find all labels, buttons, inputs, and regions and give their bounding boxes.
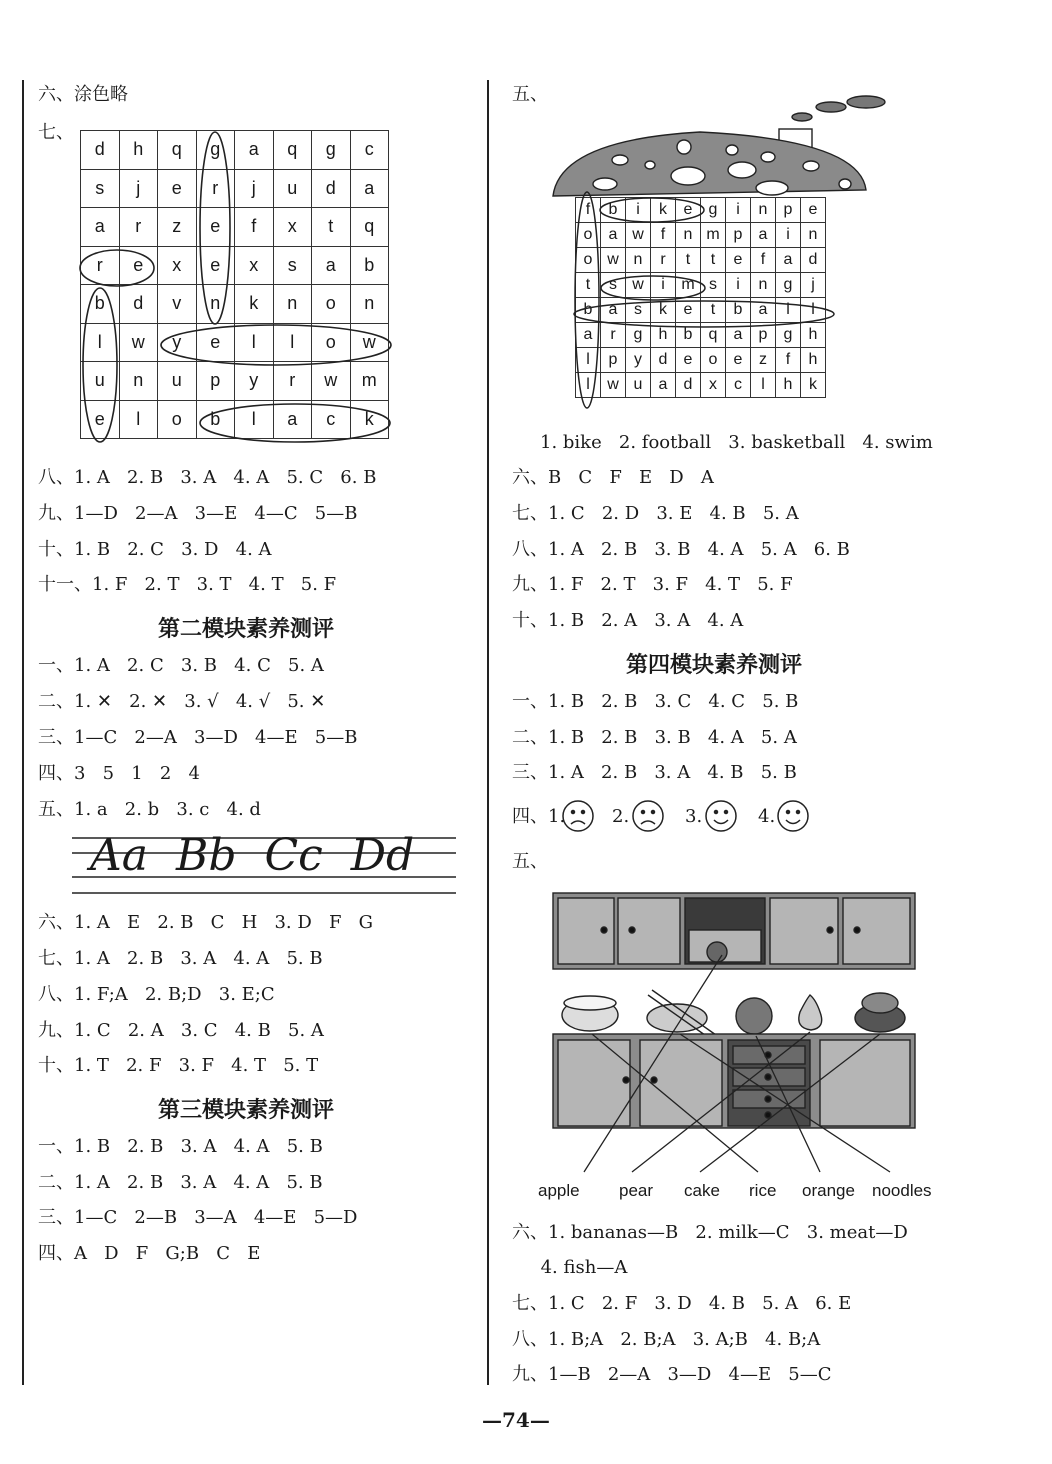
grid2-cell: e: [676, 298, 701, 323]
grid2-cell: t: [576, 273, 601, 298]
grid1-cell: a: [350, 169, 389, 208]
grid1-cell: d: [119, 285, 158, 324]
grid2-cell: m: [701, 223, 726, 248]
grid1-cell: x: [158, 246, 197, 285]
grid1-cell: l: [235, 400, 274, 439]
grid1-cell: r: [119, 208, 158, 247]
grid1-row: [81, 169, 389, 208]
orange-fruit: [736, 998, 772, 1034]
grid2-cell: l: [751, 373, 776, 398]
grid2-cell: z: [751, 348, 776, 373]
right-answer-line: 三、1. A 2. B 3. A 4. B 5. B: [512, 762, 797, 783]
left-answer-line: 九、1—D 2—A 3—E 4—C 5—B: [38, 503, 358, 524]
grid2-row: [576, 348, 826, 373]
right-answer-line: 七、1. C 2. D 3. E 4. B 5. A: [512, 503, 799, 524]
food-label: orange: [802, 1181, 855, 1200]
right-q5-label: 五、: [512, 84, 548, 105]
grid1-cell: y: [235, 362, 274, 401]
grid2-cell: a: [576, 323, 601, 348]
grid1-cell: f: [235, 208, 274, 247]
grid2-cell: f: [576, 198, 601, 223]
grid1-cell: e: [196, 323, 235, 362]
grid1-cell: n: [273, 285, 312, 324]
grid2-cell: n: [676, 223, 701, 248]
grid2-cell: g: [776, 323, 801, 348]
grid2-cell: h: [776, 373, 801, 398]
smoke-puff: [816, 102, 846, 112]
grid2-cell: d: [651, 348, 676, 373]
grid1-cell: s: [81, 169, 120, 208]
grid2-cell: h: [801, 348, 826, 373]
grid2-cell: b: [601, 198, 626, 223]
left-answer-line: 一、1. B 2. B 3. A 4. A 5. B: [38, 1136, 323, 1157]
grid2-cell: a: [776, 248, 801, 273]
grid2-cell: o: [576, 223, 601, 248]
left-answer-line: 九、1. C 2. A 3. C 4. B 5. A: [38, 1020, 324, 1041]
smoke-puff: [847, 96, 885, 108]
grid2-row: [576, 273, 826, 298]
grid1-row: [81, 400, 389, 439]
handwriting-letters: Aa Bb Cc Dd: [90, 830, 415, 881]
word-search-grid-2: [575, 197, 826, 398]
grid2-cell: i: [651, 273, 676, 298]
left-answer-line: 十、1. T 2. F 3. F 4. T 5. T: [38, 1055, 319, 1076]
grid2-cell: k: [651, 298, 676, 323]
grid2-cell: u: [626, 373, 651, 398]
grid1-cell: a: [312, 246, 351, 285]
grid2-cell: f: [651, 223, 676, 248]
grid1-cell: q: [158, 131, 197, 170]
grid2-cell: s: [626, 298, 651, 323]
grid1-cell: l: [273, 323, 312, 362]
grid1-cell: e: [196, 208, 235, 247]
grid1-cell: u: [81, 362, 120, 401]
grid1-cell: n: [196, 285, 235, 324]
right-answer-line: 十、1. B 2. A 3. A 4. A: [512, 610, 744, 631]
grid2-cell: l: [576, 348, 601, 373]
right-answer-line: 七、1. C 2. F 3. D 4. B 5. A 6. E: [512, 1293, 852, 1314]
grid1-cell: n: [119, 362, 158, 401]
left-answer-line: 十、1. B 2. C 3. D 4. A: [38, 539, 272, 560]
grid1-cell: l: [119, 400, 158, 439]
grid1-cell: b: [81, 285, 120, 324]
left-answer-line: 八、1. A 2. B 3. A 4. A 5. C 6. B: [38, 467, 377, 488]
grid2-cell: s: [601, 273, 626, 298]
food-label: noodles: [872, 1181, 932, 1200]
grid1-row: [81, 362, 389, 401]
grid2-cell: o: [576, 248, 601, 273]
grid1-cell: g: [196, 131, 235, 170]
grid1-cell: p: [196, 362, 235, 401]
grid1-cell: e: [119, 246, 158, 285]
roof: [553, 132, 866, 196]
left-answer-line: 四、A D F G;B C E: [38, 1243, 261, 1264]
pear-fruit: [799, 995, 822, 1030]
match-line: [584, 955, 722, 1172]
grid2-cell: d: [676, 373, 701, 398]
lower-cabinet: [553, 1034, 915, 1128]
right-answer-line: 二、1. B 2. B 3. B 4. A 5. A: [512, 727, 797, 748]
smiley-face-icon: [706, 801, 736, 831]
grid2-cell: l: [776, 298, 801, 323]
grid2-cell: h: [651, 323, 676, 348]
grid2-row: [576, 223, 826, 248]
right-q4-prefix: 四、1.: [512, 806, 566, 827]
grid1-cell: e: [81, 400, 120, 439]
left-answer-line: 三、1—C 2—B 3—A 4—E 5—D: [38, 1207, 358, 1228]
grid2-cell: p: [601, 348, 626, 373]
grid2-cell: p: [726, 223, 751, 248]
section-heading-2: 第二模块素养测评: [158, 617, 335, 642]
left-answer-line: 七、1. A 2. B 3. A 4. A 5. B: [38, 948, 323, 969]
grid2-cell: e: [676, 198, 701, 223]
grid2-cell: g: [626, 323, 651, 348]
grid1-cell: d: [81, 131, 120, 170]
upper-cabinet: [553, 893, 915, 969]
match-line: [680, 1034, 890, 1172]
grid1-cell: s: [273, 246, 312, 285]
grid1-cell: k: [235, 285, 274, 324]
grid2-cell: b: [676, 323, 701, 348]
smiley-face-icon: [778, 801, 808, 831]
grid1-cell: n: [350, 285, 389, 324]
left-q6: 六、涂色略: [38, 84, 128, 105]
left-answer-line: 一、1. A 2. C 3. B 4. C 5. A: [38, 655, 324, 676]
grid2-cell: y: [626, 348, 651, 373]
grid2-cell: i: [776, 223, 801, 248]
grid2-cell: n: [626, 248, 651, 273]
grid2-cell: p: [751, 323, 776, 348]
grid1-cell: w: [119, 323, 158, 362]
page-number: —74—: [482, 1408, 550, 1432]
grid1-cell: q: [273, 131, 312, 170]
right-answer-line: 4. fish—A: [512, 1257, 628, 1278]
right-answer-line: 一、1. B 2. B 3. C 4. C 5. B: [512, 691, 799, 712]
grid2-cell: b: [576, 298, 601, 323]
grid1-cell: x: [273, 208, 312, 247]
grid1-cell: o: [312, 285, 351, 324]
smoke-puff: [792, 113, 812, 121]
grid1-cell: r: [81, 246, 120, 285]
grid1-cell: q: [350, 208, 389, 247]
column-divider-rule: [487, 80, 489, 1385]
grid2-cell: i: [626, 198, 651, 223]
grid2-cell: l: [576, 373, 601, 398]
grid2-cell: e: [726, 348, 751, 373]
grid1-cell: g: [312, 131, 351, 170]
grid2-cell: w: [601, 248, 626, 273]
grid1-cell: v: [158, 285, 197, 324]
grid2-cell: d: [801, 248, 826, 273]
grid2-cell: a: [601, 298, 626, 323]
grid2-cell: m: [676, 273, 701, 298]
left-margin-rule: [22, 80, 24, 1385]
grid2-cell: c: [726, 373, 751, 398]
food-label: apple: [538, 1181, 580, 1200]
left-q7-label: 七、: [38, 122, 74, 143]
grid1-row: [81, 208, 389, 247]
sad-face-icon: [633, 801, 663, 831]
rice-bowl: [562, 999, 618, 1031]
grid1-cell: t: [312, 208, 351, 247]
grid2-cell: f: [776, 348, 801, 373]
grid2-cell: e: [801, 198, 826, 223]
grid1-row: [81, 246, 389, 285]
grid2-row: [576, 298, 826, 323]
left-answer-line: 三、1—C 2—A 3—D 4—E 5—B: [38, 727, 358, 748]
match-line: [592, 1034, 758, 1172]
right-words-line: 1. bike 2. football 3. basketball 4. swim: [540, 432, 933, 453]
grid2-cell: f: [751, 248, 776, 273]
grid2-cell: k: [801, 373, 826, 398]
grid1-cell: m: [350, 362, 389, 401]
match-line: [700, 1034, 880, 1172]
grid2-cell: n: [801, 223, 826, 248]
right-answer-line: 九、1. F 2. T 3. F 4. T 5. F: [512, 574, 793, 595]
grid2-cell: o: [701, 348, 726, 373]
left-answer-line: 二、1. ✕ 2. ✕ 3. √ 4. √ 5. ✕: [38, 691, 326, 712]
grid2-cell: i: [726, 198, 751, 223]
food-label: pear: [619, 1181, 654, 1200]
grid2-cell: a: [751, 223, 776, 248]
grid1-cell: e: [158, 169, 197, 208]
word-search-grid-1: [80, 130, 389, 439]
grid1-cell: c: [350, 131, 389, 170]
grid2-cell: b: [726, 298, 751, 323]
grid1-cell: b: [196, 400, 235, 439]
grid1-cell: y: [158, 323, 197, 362]
grid1-cell: r: [273, 362, 312, 401]
food-label: rice: [749, 1181, 777, 1200]
grid2-cell: w: [601, 373, 626, 398]
grid2-cell: q: [701, 323, 726, 348]
grid2-cell: n: [751, 273, 776, 298]
grid1-cell: a: [235, 131, 274, 170]
right-q4-num: 3.: [685, 806, 703, 827]
grid1-cell: j: [235, 169, 274, 208]
grid1-cell: u: [273, 169, 312, 208]
noodles-bowl: [647, 1004, 707, 1032]
grid2-cell: t: [701, 248, 726, 273]
grid2-cell: e: [676, 348, 701, 373]
grid1-row: [81, 323, 389, 362]
grid2-cell: w: [626, 273, 651, 298]
right-q4-num: 2.: [612, 806, 630, 827]
grid1-row: [81, 131, 389, 170]
sad-face-icon: [563, 801, 593, 831]
grid2-cell: r: [601, 323, 626, 348]
grid2-cell: a: [601, 223, 626, 248]
grid1-cell: l: [235, 323, 274, 362]
section-heading-4: 第四模块素养测评: [626, 653, 803, 678]
grid1-cell: c: [312, 400, 351, 439]
grid2-cell: l: [801, 298, 826, 323]
grid2-cell: t: [701, 298, 726, 323]
grid1-cell: z: [158, 208, 197, 247]
grid2-cell: n: [751, 198, 776, 223]
grid2-cell: i: [726, 273, 751, 298]
grid1-cell: o: [158, 400, 197, 439]
grid2-cell: x: [701, 373, 726, 398]
grid1-row: [81, 285, 389, 324]
grid2-cell: t: [676, 248, 701, 273]
left-answer-line: 四、3 5 1 2 4: [38, 763, 200, 784]
grid2-cell: r: [651, 248, 676, 273]
right-answer-line: 八、1. A 2. B 3. B 4. A 5. A 6. B: [512, 539, 850, 560]
grid2-row: [576, 373, 826, 398]
match-line: [756, 1036, 820, 1172]
grid1-cell: w: [312, 362, 351, 401]
grid1-cell: j: [119, 169, 158, 208]
right-answer-line: 六、1. bananas—B 2. milk—C 3. meat—D: [512, 1222, 908, 1243]
right-answer-line: 八、1. B;A 2. B;A 3. A;B 4. B;A: [512, 1329, 821, 1350]
section-heading-3: 第三模块素养测评: [158, 1098, 335, 1123]
grid1-cell: d: [312, 169, 351, 208]
left-answer-line: 六、1. A E 2. B C H 3. D F G: [38, 912, 373, 933]
grid2-row: [576, 248, 826, 273]
grid2-cell: g: [776, 273, 801, 298]
right-q4-num: 4.: [758, 806, 776, 827]
grid1-cell: u: [158, 362, 197, 401]
grid2-cell: g: [701, 198, 726, 223]
grid2-cell: e: [726, 248, 751, 273]
grid1-cell: a: [273, 400, 312, 439]
grid2-cell: w: [626, 223, 651, 248]
grid1-cell: x: [235, 246, 274, 285]
apple-in-cabinet: [707, 942, 727, 962]
right-q5b-label: 五、: [512, 851, 548, 872]
match-line: [632, 1032, 810, 1172]
right-answer-line: 六、B C F E D A: [512, 467, 714, 488]
left-answer-line: 五、1. a 2. b 3. c 4. d: [38, 799, 261, 820]
grid2-cell: a: [726, 323, 751, 348]
grid1-cell: r: [196, 169, 235, 208]
right-answer-line: 九、1—B 2—A 3—D 4—E 5—C: [512, 1364, 832, 1385]
grid1-cell: k: [350, 400, 389, 439]
grid2-row: [576, 198, 826, 223]
grid1-cell: l: [81, 323, 120, 362]
grid1-cell: e: [196, 246, 235, 285]
grid2-cell: k: [651, 198, 676, 223]
chimney: [779, 129, 812, 151]
grid2-cell: a: [651, 373, 676, 398]
grid2-cell: s: [701, 273, 726, 298]
grid2-cell: h: [801, 323, 826, 348]
left-answer-line: 二、1. A 2. B 3. A 4. A 5. B: [38, 1172, 323, 1193]
left-answer-line: 八、1. F;A 2. B;D 3. E;C: [38, 984, 275, 1005]
grid1-cell: a: [81, 208, 120, 247]
left-answer-line: 十一、1. F 2. T 3. T 4. T 5. F: [38, 574, 337, 595]
grid1-cell: b: [350, 246, 389, 285]
food-label: cake: [684, 1181, 720, 1200]
grid2-row: [576, 323, 826, 348]
grid2-cell: p: [776, 198, 801, 223]
grid1-cell: h: [119, 131, 158, 170]
grid2-cell: j: [801, 273, 826, 298]
grid1-cell: o: [312, 323, 351, 362]
cake: [855, 1004, 905, 1032]
grid2-cell: a: [751, 298, 776, 323]
grid1-cell: w: [350, 323, 389, 362]
